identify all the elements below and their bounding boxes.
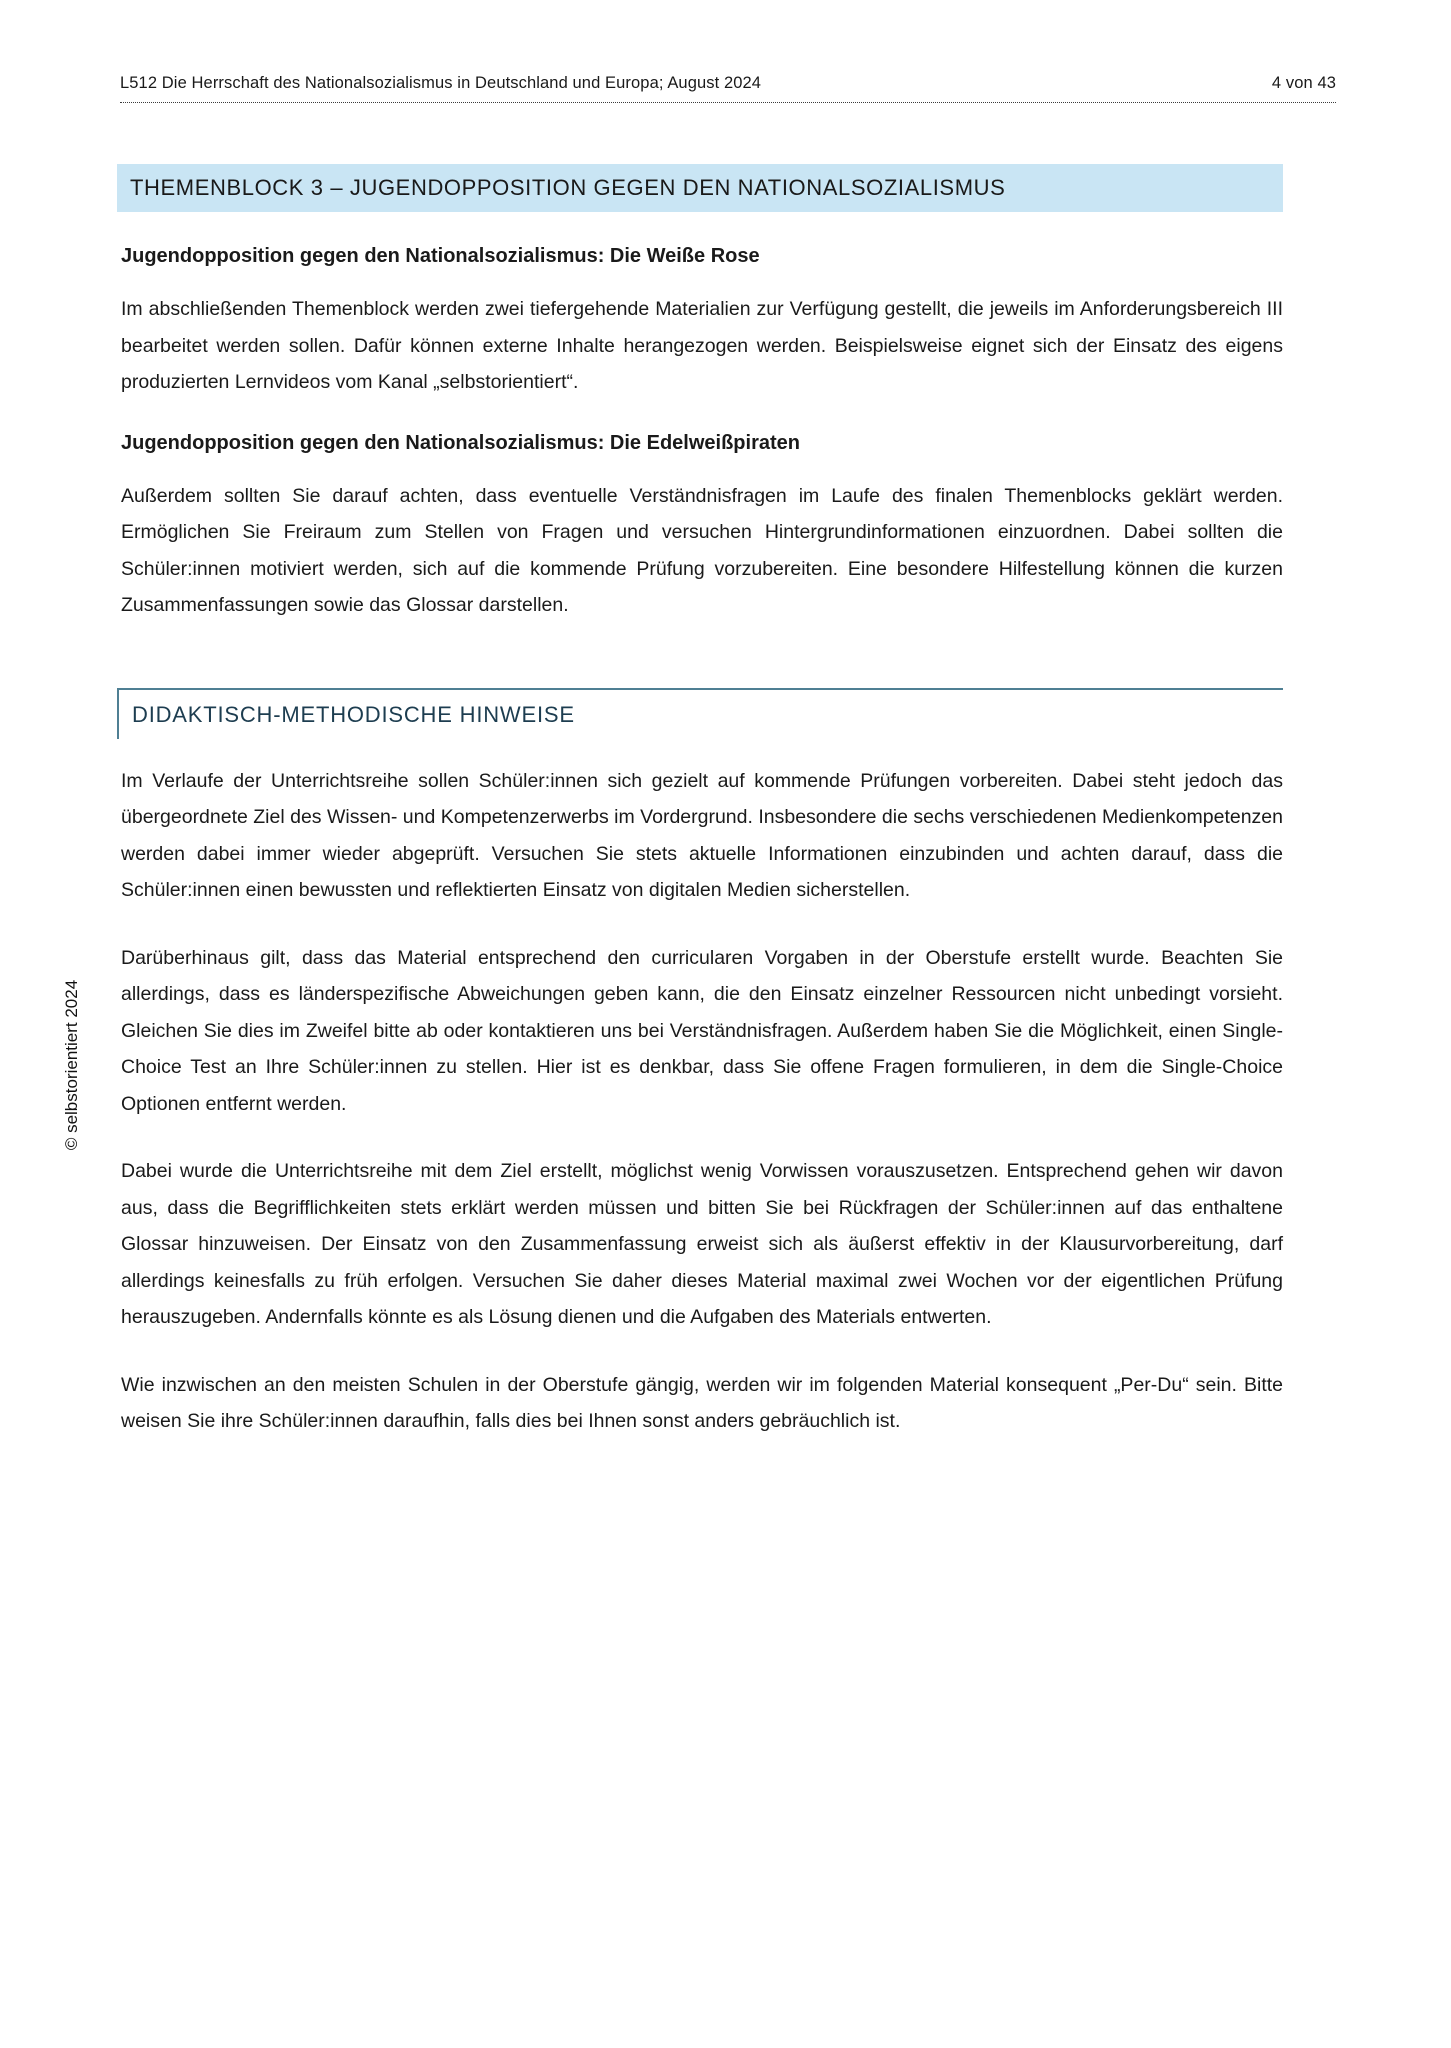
didaktik-section	[117, 688, 1283, 1440]
didaktik-paragraph-2: Darüberhinaus gilt, dass das Material entsprechend den curricularen Vorgaben in der Oberstufe erstellt wurde. Beachten Sie allerdings, dass es länderspezifische Abweichungen geben kann, die den Einsatz einzelner Ressourcen nicht unbedingt vorsieht. Gleichen Sie dies im Zweifel bitte ab oder kontaktieren uns bei Verständnisfragen. Außerdem haben Sie die Möglichkeit, einen Single-Choice Test an Ihre Schüler:innen zu stellen. Hier ist es denkbar, dass Sie offene Fragen formulieren, in dem die Single-Choice Optionen entfernt werden.	[121, 946, 1283, 1115]
page-content	[117, 164, 1283, 1471]
heading-edelweisspiraten: Jugendopposition gegen den Nationalsozialismus: Die Edelweißpiraten	[121, 431, 800, 454]
header-page-number: 4 von 43	[1271, 74, 1336, 92]
header-title: L512 Die Herrschaft des Nationalsozialismus in Deutschland und Europa; August 2024	[120, 74, 762, 92]
paragraph-intro: Im abschließenden Themenblock werden zwei tiefergehende Materialien zur Verfügung gestellt, die jeweils im Anforderungsbereich III bearbeitet werden sollen. Dafür können externe Inhalte herangezogen werden. Beispielsweise eignet sich der Einsatz des eigens produzierten Lernvideos vom Kanal „selbstorientiert“.	[121, 298, 1283, 393]
didaktik-paragraph-1: Im Verlaufe der Unterrichtsreihe sollen Schüler:innen sich gezielt auf kommende Prüfungen vorbereiten. Dabei steht jedoch das übergeordnete Ziel des Wissen- und Kompetenzerwerbs im Vordergrund. Insbesondere die sechs verschiedenen Medienkompetenzen werden dabei immer wieder abgeprüft. Versuchen Sie stets aktuelle Informationen einzubinden und achten darauf, dass die Schüler:innen einen bewussten und reflektierten Einsatz von digitalen Medien sicherstellen.	[121, 769, 1284, 901]
didaktik-paragraph-4: Wie inzwischen an den meisten Schulen in der Oberstufe gängig, werden wir im folgenden Material konsequent „Per-Du“ sein. Bitte weisen Sie ihre Schüler:innen daraufhin, falls dies bei Ihnen sonst anders gebräuchlich ist.	[121, 1373, 1283, 1432]
copyright-sidebar: © selbstorientiert 2024	[62, 979, 81, 1151]
themenblock-banner: THEMENBLOCK 3 – JUGENDOPPOSITION GEGEN DEN NATIONALSOZIALISMUS	[117, 164, 1283, 212]
didaktik-heading: DIDAKTISCH-METHODISCHE HINWEISE	[117, 688, 1283, 739]
didaktik-paragraph-3: Dabei wurde die Unterrichtsreihe mit dem Ziel erstellt, möglichst wenig Vorwissen vorauszusetzen. Entsprechend gehen wir davon aus, dass die Begrifflichkeiten stets erklärt werden müssen und bitten Sie bei Rückfragen der Schüler:innen auf das enthaltene Glossar hinzuweisen. Der Einsatz von den Zusammenfassung erweist sich als äußerst effektiv in der Klausurvorbereitung, darf allerdings keinesfalls zu früh erfolgen. Versuchen Sie daher dieses Material maximal zwei Wochen vor der eigentlichen Prüfung herauszugeben. Andernfalls könnte es als Lösung dienen und die Aufgaben des Materials entwerten.	[121, 1160, 1283, 1328]
paragraph-ausserdem: Außerdem sollten Sie darauf achten, dass eventuelle Verständnisfragen im Laufe des finalen Themenblocks geklärt werden. Ermöglichen Sie Freiraum zum Stellen von Fragen und versuchen Hintergrundinformationen einzuordnen. Dabei sollten die Schüler:innen motiviert werden, sich auf die kommende Prüfung vorzubereiten. Eine besondere Hilfestellung können die kurzen Zusammenfassungen sowie das Glossar darstellen.	[121, 484, 1283, 616]
page-header	[120, 74, 1336, 103]
heading-weisse-rose: Jugendopposition gegen den Nationalsozialismus: Die Weiße Rose	[121, 245, 760, 267]
